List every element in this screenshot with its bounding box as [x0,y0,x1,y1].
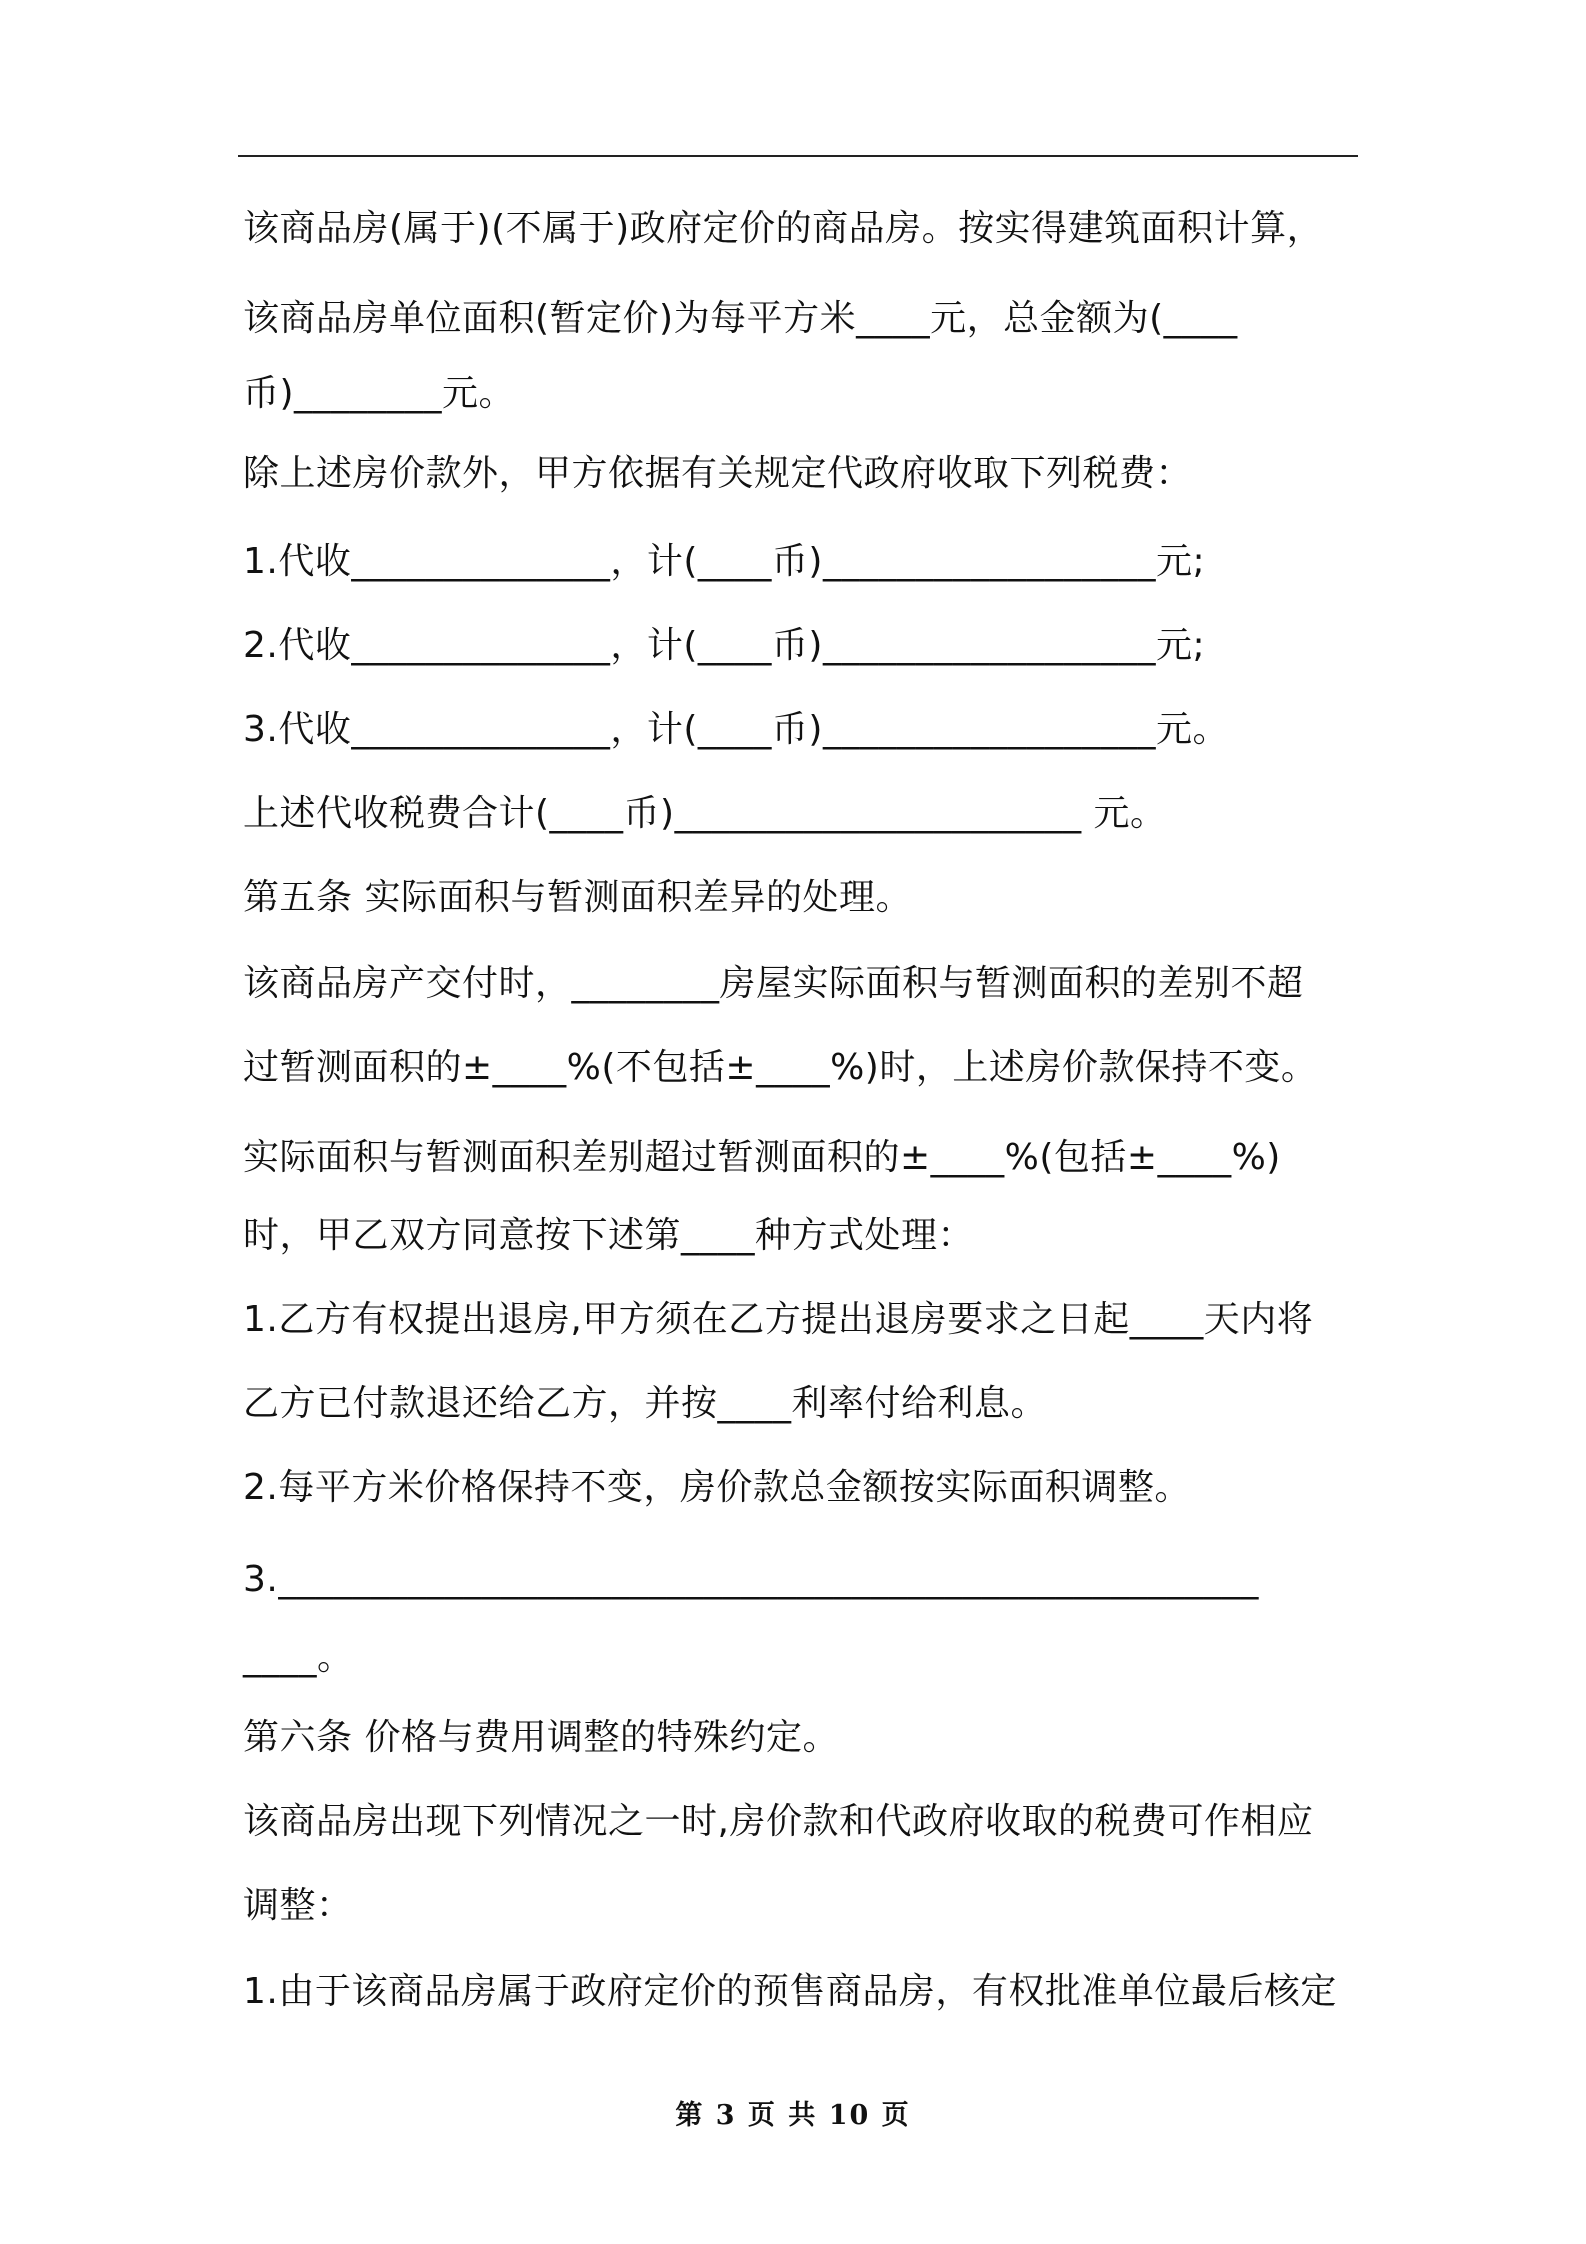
paragraph-line-2: 该商品房单位面积(暂定价)为每平方米____元，总金额为(____ [243,298,1238,339]
tax-item-3: 3.代收______________，计(____币)__________________元。 [243,709,1229,750]
paragraph-line-21: 调整： [243,1885,353,1926]
paragraph-line-20: 该商品房出现下列情况之一时,房价款和代政府收取的税费可作相应 [243,1801,1314,1842]
option-1-line-2: 乙方已付款退还给乙方，并按____利率付给利息。 [243,1383,1048,1424]
article-6-heading: 第六条 价格与费用调整的特殊约定。 [243,1717,839,1758]
article-5-heading: 第五条 实际面积与暂测面积差异的处理。 [243,877,912,918]
tax-item-1: 1.代收______________，计(____币)__________________元; [243,541,1206,582]
paragraph-line-4: 除上述房价款外，甲方依据有关规定代政府收取下列税费： [243,453,1193,494]
paragraph-line-10: 该商品房产交付时，________房屋实际面积与暂测面积的差别不超 [243,963,1304,1004]
option-2-line: 2.每平方米价格保持不变，房价款总金额按实际面积调整。 [243,1467,1191,1508]
paragraph-line-13: 时，甲乙双方同意按下述第____种方式处理： [243,1215,975,1256]
paragraph-line-3: 币)________元。 [243,373,516,414]
option-1-line-1: 1.乙方有权提出退房,甲方须在乙方提出退房要求之日起____天内将 [243,1299,1314,1340]
paragraph-line-1: 该商品房(属于)(不属于)政府定价的商品房。按实得建筑面积计算， [243,208,1324,249]
option-3-line-1: 3._____________________________________________________ [243,1559,1259,1600]
option-3-line-2: ____。 [243,1637,354,1678]
paragraph-line-12: 实际面积与暂测面积差别超过暂测面积的±____%(包括±____%) [243,1137,1281,1178]
paragraph-line-22: 1.由于该商品房属于政府定价的预售商品房，有权批准单位最后核定 [243,1971,1337,2012]
tax-item-2: 2.代收______________，计(____币)__________________元; [243,625,1206,666]
page-number-footer: 第 3 页 共 10 页 [675,2100,911,2131]
header-divider [238,155,1358,157]
tax-total-line: 上述代收税费合计(____币)______________________ 元。 [243,793,1167,834]
paragraph-line-11: 过暂测面积的±____%(不包括±____%)时，上述房价款保持不变。 [243,1047,1318,1088]
